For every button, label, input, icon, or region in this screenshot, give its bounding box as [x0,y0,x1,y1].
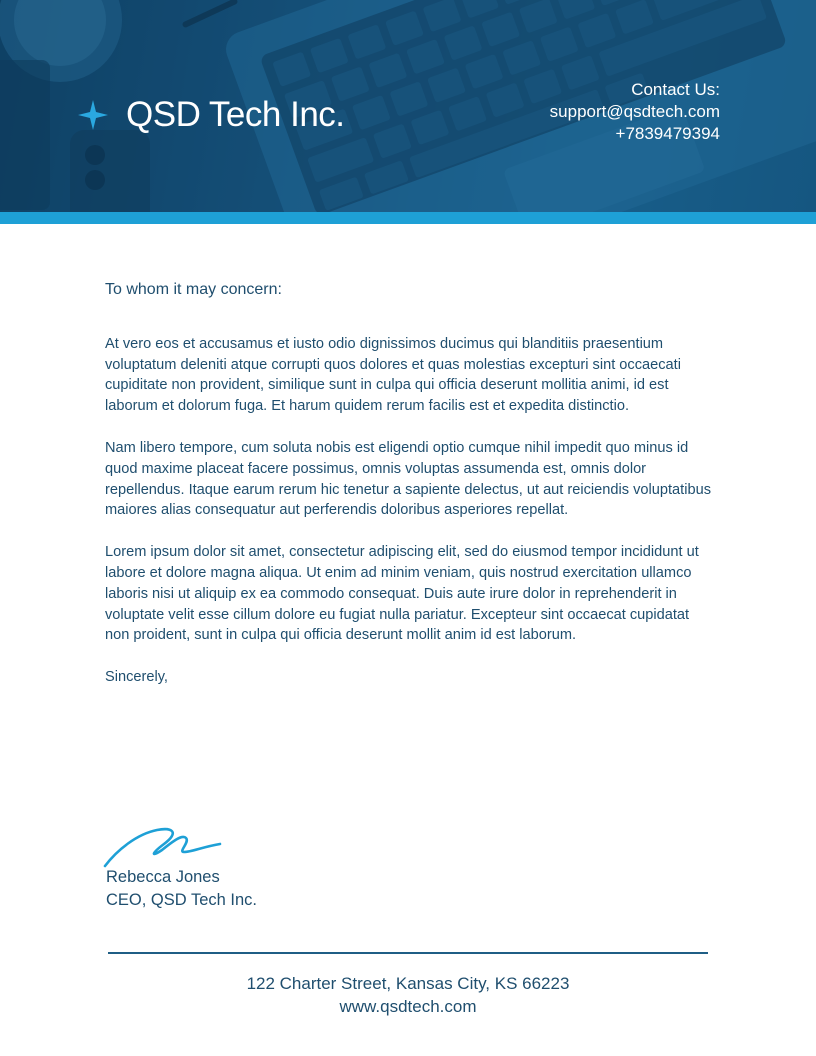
paragraph-2: Nam libero tempore, cum soluta nobis est eligendi optio cumque nihil impedit quo minus id quod maxime placeat facere possimus, omnis voluptas assumenda est, omnis dolor repellendus. Itaque earum rerum hic tenetur a sapiente delectus, ut aut reiciendis voluptatibus maiores alias consequatur aut perferendis doloribus asperiores repellat. [105,439,711,519]
contact-block [550,79,720,145]
signature-scribble [102,822,227,870]
signer-title: CEO, QSD Tech Inc. [106,890,257,909]
company-logo [78,92,345,138]
paragraph-1: At vero eos et accusamus et iusto odio dignissimos ducimus qui blanditiis praesentium voluptatum deleniti atque corrupti quos dolores et quas molestias excepturi sint occaecati cupiditate non provident, similique sunt in culpa qui officia deserunt mollitia animi, id est laborum et dolorum fuga. Et harum quidem rerum facilis est et expedita distinctio. [105,335,681,415]
company-name: QSD Tech Inc. [126,95,345,134]
letter-body [105,280,715,703]
letterhead-header [0,0,816,212]
header-accent-bar [0,212,816,224]
contact-phone[interactable]: +7839479394 [615,124,720,143]
closing: Sincerely, [105,669,168,686]
salutation: To whom it may concern: [105,281,282,298]
contact-email[interactable]: support@qsdtech.com [549,102,720,121]
contact-label: Contact Us: [631,80,720,99]
footer-divider [108,952,708,954]
signer-name: Rebecca Jones [106,868,220,886]
footer-address: 122 Charter Street, Kansas City, KS 66223 [246,974,570,993]
paragraph-3: Lorem ipsum dolor sit amet, consectetur adipiscing elit, sed do eiusmod tempor incididunt ut labore et dolore magna aliqua. Ut enim ad minim veniam, quis nostrud exercitation ullamco laboris nisi ut aliquip ex ea commodo consequat. Duis aute irure dolor in reprehenderit in voluptate velit esse cillum dolore eu fugiat nulla pariatur. Excepteur sint occaecat cupidatat non proident, sunt in culpa qui officia deserunt mollit anim id est laborum. [105,544,699,644]
signer-block [106,866,257,911]
footer-website[interactable]: www.qsdtech.com [339,997,477,1016]
four-point-star-icon [78,100,108,130]
footer [0,972,816,1018]
